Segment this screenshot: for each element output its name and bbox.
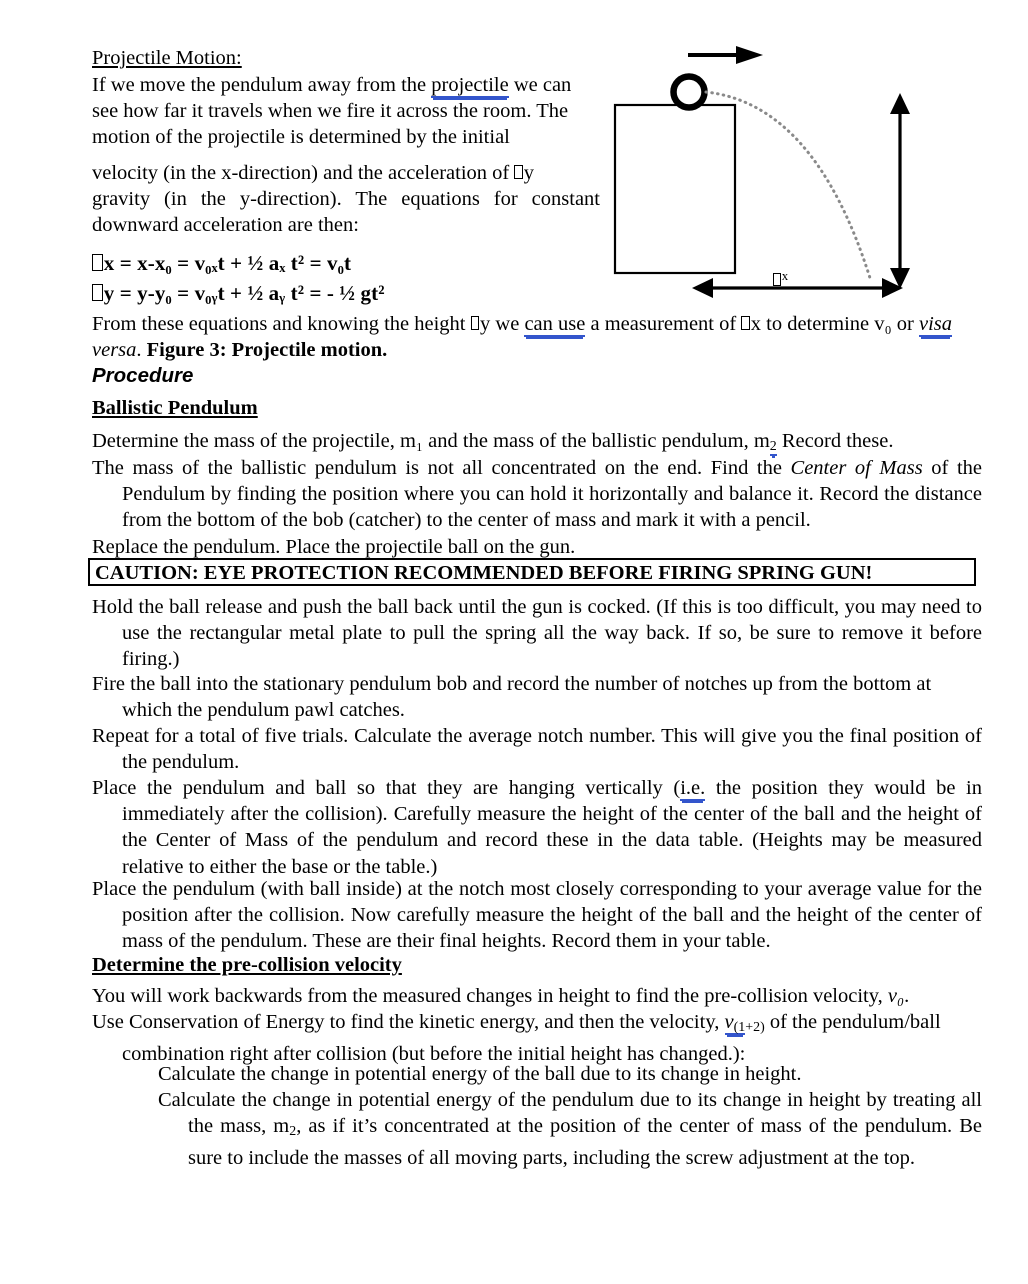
substep-pendulum-pe (158, 1087, 982, 1172)
eq-delta-y-body: = y-y₀ = v₀ᵧt + ½ aᵧ t² = - ½ gt² (114, 281, 385, 305)
grammar-m2-sub: 2 (769, 439, 777, 455)
step-text-post: Record these. (776, 430, 894, 452)
eq-delta-x-body: = x-x₀ = v₀ₓt + ½ aₓ t² = v₀t (114, 251, 352, 275)
grammar-v-sub (725, 1011, 746, 1035)
sp-pre: Calculate the change in potential energy of the pendulum due to its change in height by treating all the mass, m (158, 1089, 982, 1138)
ballistic-pendulum-heading: Ballistic Pendulum (92, 397, 258, 419)
step-center-of-mass (92, 455, 982, 534)
step-notch-average (92, 876, 982, 955)
wb-post: . (904, 985, 910, 1007)
ce-sub-open: (1 (733, 1020, 746, 1036)
step-replace-pendulum: Replace the pendulum. Place the projectile ball on the gun. (92, 536, 576, 558)
fe-text-f: . (136, 339, 147, 361)
intro-text-b: we can see how far it travels when we fire it across the room. The motion of the projectile is determined by the initial (92, 74, 572, 148)
eq-delta-x-var: x (103, 251, 115, 275)
page-title: Projectile Motion: (92, 47, 242, 69)
step-notch-average-text: Place the pendulum (with ball inside) at the notch most closely corresponding to your average value for the position after the collision. Now carefully measure the height of the ball and the height of the center of mass of the pendulum. These are their final heights. Record them in your table. (92, 878, 982, 953)
precollision-heading: Determine the pre-collision velocity (92, 954, 402, 976)
fe-text-c: a measurement of (585, 313, 742, 335)
delta-x-dimension-arrow (692, 278, 903, 298)
fe-versa: versa (92, 339, 137, 361)
center-of-mass-italic: Center of Mass (790, 457, 923, 479)
equation-delta-x (92, 251, 351, 276)
step-hang-vertically (92, 775, 982, 880)
step-repeat-trials-text: Repeat for a total of five trials. Calculate the average notch number. This will give you the final position of the pendulum. (92, 725, 982, 774)
step-com-pre: The mass of the ballistic pendulum is not all concentrated on the end. Find the (92, 457, 791, 479)
step-conservation-energy (92, 1009, 982, 1067)
grammar-projectile: projectile (431, 74, 509, 96)
fe-text-d: to determine v₀ or (761, 313, 920, 335)
delta-glyph-box (471, 316, 480, 330)
table-rect (615, 105, 735, 273)
step-fire-ball-text: Fire the ball into the stationary pendulum bob and record the number of notches up from the bottom at which the pendulum pawl catches. (92, 673, 932, 722)
fe-text-b: we (490, 313, 525, 335)
eq-delta-y-var: y (103, 281, 115, 305)
delta-y-inline: y (523, 162, 535, 184)
from-equations-paragraph (92, 311, 982, 363)
equation-delta-y (92, 281, 385, 306)
step-cock-gun (92, 594, 982, 673)
wb-pre: You will work backwards from the measured changes in height to find the pre-collision velocity, (92, 985, 888, 1007)
delta-glyph-box (773, 273, 781, 286)
grammar-ie: i.e. (680, 777, 706, 799)
step-text-pre: Determine the mass of the projectile, m₁ and the mass of the ballistic pendulum, m (92, 430, 770, 452)
sp-post: , as if it’s concentrated at the position of the center of mass of the pendulum. Be sure to include the masses of all moving parts, including the screw adjustment at the top. (188, 1115, 982, 1170)
step-fire-ball (92, 671, 982, 723)
ce-pre: Use Conservation of Energy to find the kinetic energy, and then the velocity, (92, 1011, 725, 1033)
intro-paragraph-1 (92, 72, 600, 150)
grammar-visa: visa (919, 313, 953, 335)
v0-italic: v₀ (887, 985, 905, 1007)
fe-delta-y: y (480, 313, 491, 335)
delta-glyph-box (514, 165, 523, 179)
figure-caption: Figure 3: Projectile motion. (146, 339, 388, 361)
caution-text: CAUTION: EYE PROTECTION RECOMMENDED BEFORE FIRING SPRING GUN! (95, 562, 873, 584)
fe-delta-x: x (750, 313, 761, 335)
m2-subscript: 2 (289, 1124, 297, 1140)
figure-svg (600, 30, 1020, 315)
delta-x-label-var: x (781, 268, 789, 283)
step-work-backwards (92, 983, 982, 1009)
step-cock-gun-text: Hold the ball release and push the ball back until the gun is cocked. (If this is too difficult, you may need to use the rectangular metal plate to pull the spring all the way back. If so, be sure to remove it before firing.) (92, 596, 982, 671)
step-com-post: of the Pendulum by finding the position where you can hold it horizontally and balance it. Record the distance from the bottom of the bob (catcher) to the center of mass and mark it with a pencil. (122, 457, 982, 532)
intro-text-a: If we move the pendulum away from the (92, 74, 432, 96)
delta-x-label (773, 268, 788, 292)
intro-paragraph-2 (92, 160, 600, 186)
delta-y-dimension-arrow (890, 93, 910, 289)
projectile-motion-figure (600, 30, 1020, 315)
delta-glyph-box (92, 254, 103, 271)
step-repeat-trials (92, 723, 982, 775)
caution-box (88, 558, 976, 586)
grammar-can-use: can use (524, 313, 586, 335)
delta-glyph-box (92, 284, 103, 301)
delta-glyph-box (741, 316, 750, 330)
substep-ball-pe: Calculate the change in potential energy of the ball due to its change in height. (158, 1063, 802, 1085)
intro2-text-a: velocity (in the x-direction) and the acceleration of (92, 162, 515, 184)
ce-v: v (724, 1011, 734, 1033)
ce-sub-rest: +2) (745, 1020, 765, 1036)
initial-velocity-arrow (688, 46, 763, 64)
intro-paragraph-2-cont: gravity (in the y-direction). The equations for constant downward acceleration are then: (92, 188, 600, 236)
fe-text-a: From these equations and knowing the height (92, 313, 471, 335)
step-hang-post: the position they would be in immediately after the collision). Carefully measure the height of the center of the ball and the height of the Center of Mass of the pendulum and record these in the data table. (Heights may be measured relative to either the base or the table.) (122, 777, 982, 878)
ce-post: of the pendulum/ball combination right after collision (but before the initial height has changed.): (122, 1011, 941, 1066)
procedure-heading: Procedure (92, 364, 194, 387)
projectile-ball (674, 77, 705, 108)
step-hang-pre: Place the pendulum and ball so that they are hanging vertically ( (92, 777, 681, 799)
